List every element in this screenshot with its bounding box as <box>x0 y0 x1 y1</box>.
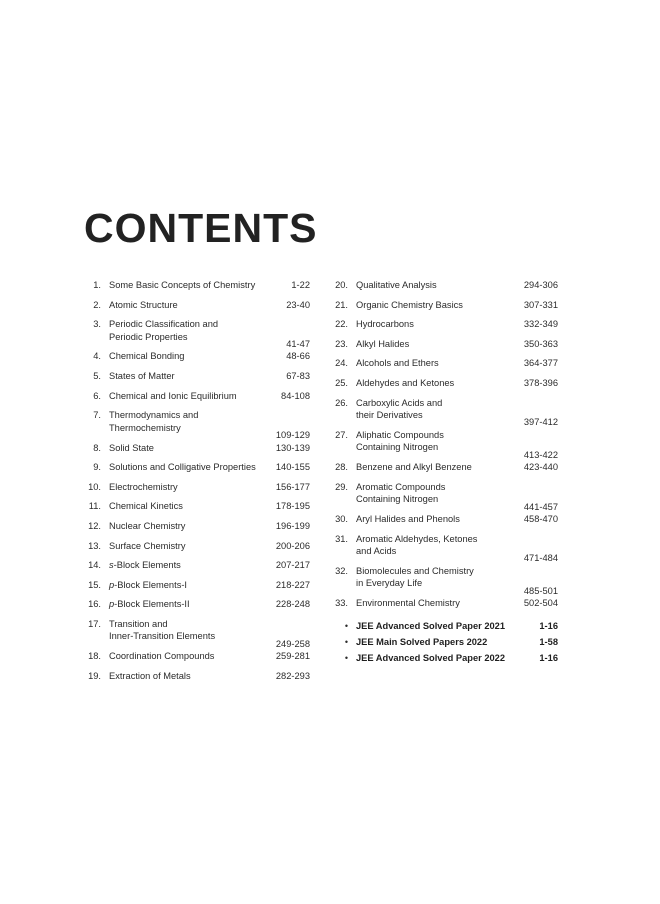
chapter-number: 24. <box>335 358 348 369</box>
page-range: 423-440 <box>523 462 558 473</box>
toc-entry <box>84 540 310 560</box>
page-range: 413-422 <box>523 449 558 460</box>
chapter-number: 21. <box>335 299 348 310</box>
chapter-title: Coordination Compounds <box>109 651 215 662</box>
page-range: 441-457 <box>523 501 558 512</box>
toc-entry <box>84 520 310 540</box>
chapter-number: 8. <box>93 442 101 453</box>
toc-entry <box>84 299 310 319</box>
chapter-number: 33. <box>335 598 348 609</box>
page-range: 140-155 <box>275 462 310 473</box>
chapter-number: 15. <box>88 579 101 590</box>
chapter-number: 2. <box>93 299 101 310</box>
bonus-title: JEE Main Solved Papers 2022 <box>356 637 488 648</box>
page-range: 67-83 <box>286 371 310 382</box>
chapter-title: Carboxylic Acids and their Derivatives <box>356 397 443 421</box>
bonus-entry <box>331 620 558 636</box>
toc-entry <box>331 299 558 319</box>
chapter-number: 30. <box>335 514 348 525</box>
page-range: 200-206 <box>275 540 310 551</box>
toc-entry <box>84 409 310 441</box>
chapter-title <box>109 559 267 572</box>
toc-entry <box>84 500 310 520</box>
page-range: 23-40 <box>286 299 310 310</box>
chapter-number: 16. <box>88 599 101 610</box>
chapter-title-rest: -Block Elements-II <box>114 599 190 610</box>
page-range: 458-470 <box>523 514 558 525</box>
bullet-marker: • <box>344 637 348 648</box>
chapter-number: 32. <box>335 565 348 576</box>
chapter-title: Qualitative Analysis <box>356 280 437 290</box>
chapter-title: Aromatic Compounds Containing Nitrogen <box>356 481 446 505</box>
page-range: 282-293 <box>275 670 310 681</box>
chapter-title: Organic Chemistry Basics <box>356 299 463 310</box>
chapter-title: Environmental Chemistry <box>356 598 460 609</box>
toc-entry <box>84 650 310 670</box>
page-range: 207-217 <box>275 560 310 571</box>
page-range: 130-139 <box>275 442 310 453</box>
chapter-number: 12. <box>88 520 101 531</box>
toc-entry <box>84 370 310 390</box>
page-range: 307-331 <box>523 299 558 310</box>
bonus-entry <box>331 652 558 668</box>
chapter-title: Periodic Classification and Periodic Properties <box>109 319 219 342</box>
chapter-number: 14. <box>88 560 101 571</box>
toc-entry <box>84 598 310 618</box>
page-range: 364-377 <box>523 358 558 369</box>
chapter-number: 13. <box>88 540 101 551</box>
toc-entry <box>84 350 310 370</box>
toc-entry <box>331 513 558 533</box>
bullet-marker: • <box>344 620 348 631</box>
toc-entry <box>84 442 310 462</box>
toc-entry <box>331 279 558 299</box>
chapter-title: Atomic Structure <box>109 299 178 310</box>
chapter-title: Surface Chemistry <box>109 540 186 551</box>
toc-entry <box>331 318 558 338</box>
chapter-title: Electrochemistry <box>109 481 178 492</box>
chapter-number: 4. <box>93 351 101 362</box>
toc-entry <box>331 357 558 377</box>
toc-entry <box>84 318 310 350</box>
chapter-title: Transition and Inner-Transition Elements <box>109 618 216 642</box>
chapter-number: 6. <box>93 390 101 401</box>
chapter-title-rest: -Block Elements-I <box>114 579 188 590</box>
chapter-number: 3. <box>93 319 101 330</box>
chapter-title: Chemical Kinetics <box>109 501 183 512</box>
chapter-number: 17. <box>88 618 101 629</box>
chapter-title: Hydrocarbons <box>356 319 414 330</box>
page-range: 397-412 <box>523 417 558 428</box>
page-title: CONTENTS <box>84 205 318 251</box>
toc-entry <box>331 397 558 429</box>
chapter-number: 1. <box>93 280 101 290</box>
chapter-title: Aryl Halides and Phenols <box>356 514 460 525</box>
page-range: 350-363 <box>523 338 558 349</box>
bonus-title: JEE Advanced Solved Paper 2022 <box>356 653 505 664</box>
toc-entry <box>331 597 558 617</box>
toc-entry <box>331 481 558 513</box>
block-letter: p <box>109 579 115 590</box>
chapter-number: 25. <box>335 377 348 388</box>
page-range: 294-306 <box>523 280 558 290</box>
chapter-title: Some Basic Concepts of Chemistry <box>109 280 256 290</box>
toc-entry <box>331 338 558 358</box>
chapter-title: Biomolecules and Chemistry in Everyday Life <box>356 565 474 589</box>
toc-entry <box>331 461 558 481</box>
toc-entry <box>84 579 310 599</box>
chapter-title: Chemical and Ionic Equilibrium <box>109 390 237 401</box>
chapter-title: Nuclear Chemistry <box>109 520 186 531</box>
bonus-papers-list <box>331 620 558 669</box>
page-range: 249-258 <box>275 638 310 649</box>
toc-entry <box>84 279 310 299</box>
page-range: 471-484 <box>523 553 558 564</box>
toc-entry <box>331 429 558 461</box>
page-range: 1-16 <box>539 653 558 664</box>
chapter-title <box>109 598 267 611</box>
chapter-title: Aromatic Aldehydes, Ketones and Acids <box>356 533 478 557</box>
chapter-title: Alkyl Halides <box>356 338 410 349</box>
chapter-title: Aliphatic Compounds Containing Nitrogen <box>356 429 444 453</box>
toc-entry <box>331 565 558 597</box>
toc-entry <box>84 618 310 650</box>
page-range: 196-199 <box>275 520 310 531</box>
chapter-number: 23. <box>335 338 348 349</box>
page-range: 84-108 <box>281 390 310 401</box>
page-range: 48-66 <box>286 351 310 362</box>
chapter-number: 11. <box>88 501 101 512</box>
bullet-marker: • <box>344 653 348 664</box>
toc-left-column <box>84 279 310 689</box>
toc-entry <box>84 670 310 690</box>
chapter-number: 28. <box>335 462 348 473</box>
toc-entry <box>84 461 310 481</box>
chapter-number: 5. <box>93 371 101 382</box>
page-range: 41-47 <box>286 338 310 349</box>
chapter-number: 27. <box>335 429 348 440</box>
chapter-number: 19. <box>88 670 101 681</box>
chapter-number: 20. <box>335 280 348 290</box>
chapter-title: Thermodynamics and Thermochemistry <box>109 410 199 433</box>
page-range: 218-227 <box>275 579 310 590</box>
page-range: 485-501 <box>523 585 558 596</box>
toc-entry <box>84 559 310 579</box>
chapter-title <box>109 579 267 592</box>
chapter-number: 22. <box>335 319 348 330</box>
page-range: 332-349 <box>523 319 558 330</box>
toc-entry <box>84 481 310 501</box>
chapter-title: Extraction of Metals <box>109 670 191 681</box>
chapter-number: 10. <box>88 481 101 492</box>
block-letter: s <box>109 560 114 571</box>
chapter-number: 7. <box>93 410 101 421</box>
page-range: 259-281 <box>275 651 310 662</box>
chapter-number: 26. <box>335 397 348 408</box>
page-range: 502-504 <box>523 598 558 609</box>
chapter-number: 31. <box>335 533 348 544</box>
page-range: 109-129 <box>275 430 310 441</box>
block-letter: p <box>109 599 115 610</box>
page-range: 156-177 <box>275 481 310 492</box>
page-range: 228-248 <box>275 599 310 610</box>
toc-right-column <box>331 279 558 668</box>
bonus-entry <box>331 636 558 652</box>
page-range: 1-22 <box>291 280 310 290</box>
page-range: 1-16 <box>539 620 558 631</box>
chapter-number: 18. <box>88 651 101 662</box>
chapter-title: Solid State <box>109 442 154 453</box>
bonus-title: JEE Advanced Solved Paper 2021 <box>356 620 505 631</box>
chapter-title: States of Matter <box>109 371 175 382</box>
page-range: 178-195 <box>275 501 310 512</box>
chapter-title: Aldehydes and Ketones <box>356 377 455 388</box>
chapter-title: Alcohols and Ethers <box>356 358 439 369</box>
toc-entry <box>331 377 558 397</box>
page-range: 378-396 <box>523 377 558 388</box>
page-range: 1-58 <box>539 637 558 648</box>
chapter-number: 9. <box>93 462 101 473</box>
chapter-title: Chemical Bonding <box>109 351 185 362</box>
toc-entry <box>331 533 558 565</box>
toc-entry <box>84 390 310 410</box>
chapter-title: Benzene and Alkyl Benzene <box>356 462 472 473</box>
chapter-title-rest: -Block Elements <box>113 560 181 571</box>
chapter-number: 29. <box>335 481 348 492</box>
chapter-title: Solutions and Colligative Properties <box>109 462 256 473</box>
